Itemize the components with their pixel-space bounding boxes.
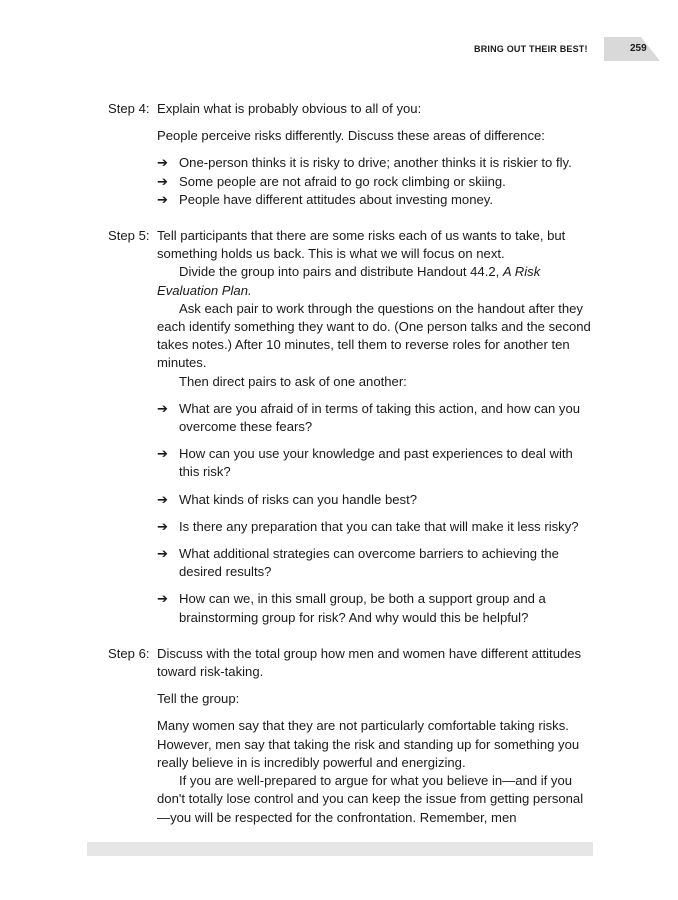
list-item: ➔ How can you use your knowledge and past experiences to deal with this risk? xyxy=(157,446,573,480)
arrow-bullet-icon: ➔ xyxy=(157,155,168,171)
paragraph: Tell the group: xyxy=(157,691,240,707)
list-item: ➔ What additional strategies can overcome barriers to achieving the desired results? xyxy=(157,546,559,580)
bullet-list xyxy=(157,154,596,209)
step-4 xyxy=(108,100,596,209)
paragraph: Explain what is probably obvious to all of you: xyxy=(157,101,422,116)
step-label: Step 4: xyxy=(108,101,150,116)
page-content xyxy=(108,100,596,827)
list-item: ➔ How can we, in this small group, be both a support group and a brainstorming group for risk? And why would this be helpful? xyxy=(157,591,546,625)
paragraph: Ask each pair to work through the questions on the handout after they each identify something they want to do. (One person talks and the second takes notes.) After 10 minutes, tell them to reverse roles for another ten minutes. xyxy=(157,300,591,371)
paragraph: Divide the group into pairs and distribute Handout 44.2, A Risk Evaluation Plan. xyxy=(157,264,541,298)
list-item: ➔ People have different attitudes about investing money. xyxy=(157,191,596,209)
list-item: ➔ One-person thinks it is risky to drive; another thinks it is riskier to fly. xyxy=(157,154,596,172)
step-6 xyxy=(108,645,596,827)
paragraph: People perceive risks differently. Discuss these areas of difference: xyxy=(157,128,545,144)
step-label: Step 6: xyxy=(108,645,150,661)
step-body xyxy=(157,645,596,827)
paragraph: Many women say that they are not particularly comfortable taking risks. However, men say that taking the risk and standing up for something you really believe in is incredibly powerful and energizing. xyxy=(157,718,580,770)
bullet-list xyxy=(157,400,596,627)
arrow-bullet-icon: ➔ xyxy=(157,546,168,562)
list-item: ➔ What kinds of risks can you handle best? xyxy=(157,491,596,509)
step-5 xyxy=(108,227,596,627)
step-body xyxy=(157,100,596,209)
step-label: Step 5: xyxy=(108,228,150,244)
paragraph: Discuss with the total group how men and women have different attitudes toward risk-taking. xyxy=(157,645,582,680)
arrow-bullet-icon: ➔ xyxy=(157,518,168,534)
arrow-bullet-icon: ➔ xyxy=(157,446,168,462)
handout-title: A Risk Evaluation Plan. xyxy=(157,264,541,298)
arrow-bullet-icon: ➔ xyxy=(157,591,168,607)
paragraph: If you are well-prepared to argue for what you believe in—and if you don't totally lose control and you can keep the issue from getting personal—you will be respected for the confrontation. Remember, men xyxy=(157,773,584,825)
arrow-bullet-icon: ➔ xyxy=(157,491,168,507)
step-body xyxy=(157,227,596,627)
running-header-title: BRING OUT THEIR BEST! xyxy=(474,44,588,54)
list-item: ➔ What are you afraid of in terms of taking this action, and how can you overcome these fears? xyxy=(157,400,581,435)
arrow-bullet-icon: ➔ xyxy=(157,191,168,207)
footer-bar xyxy=(87,842,593,856)
page-number: 259 xyxy=(630,43,647,54)
arrow-bullet-icon: ➔ xyxy=(157,173,168,189)
list-item: ➔ Is there any preparation that you can take that will make it less risky? xyxy=(157,518,596,536)
paragraph: Tell participants that there are some risks each of us wants to take, but something holds us back. This is what we will focus on next. xyxy=(157,228,566,262)
arrow-bullet-icon: ➔ xyxy=(157,400,168,416)
paragraph: Then direct pairs to ask of one another: xyxy=(179,373,407,389)
list-item: ➔ Some people are not afraid to go rock climbing or skiing. xyxy=(157,173,596,191)
